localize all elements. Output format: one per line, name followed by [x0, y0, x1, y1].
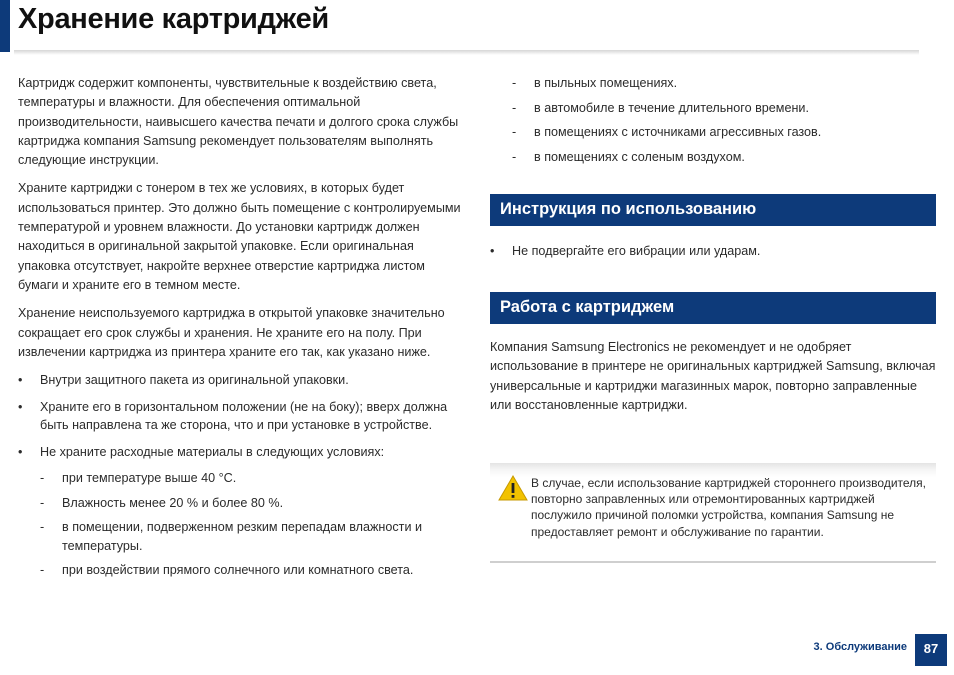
sub-list-item-text: при воздействии прямого солнечного или комнатного света. — [62, 563, 414, 578]
bullet-marker: • — [18, 444, 23, 459]
dash-marker: - — [40, 495, 45, 510]
page-title: Хранение картриджей — [18, 3, 329, 35]
list-item — [18, 443, 464, 462]
section-heading-handling: Работа с картриджем — [490, 292, 936, 324]
list-item — [18, 371, 464, 390]
unused-cartridge-paragraph: Хранение неиспользуемого картриджа в открытой упаковке значительно сокращает его срок службы и хранения. Не храните его на полу. При извлечении картриджа из принтера храните его так, как указано ниже. — [18, 306, 445, 359]
sub-list-item — [490, 99, 936, 118]
sub-list-item-text: в помещениях с соленым воздухом. — [534, 150, 745, 165]
sub-list-item-text: в помещении, подверженном резким перепадам влажности и температуры. — [62, 520, 423, 553]
dash-marker: - — [512, 76, 517, 90]
footer-section-label: 3. Обслуживание — [813, 641, 907, 653]
sub-list-item-text: в помещениях с источниками агрессивных газов. — [534, 125, 822, 140]
list-item-text: Не подвергайте его вибрации или ударам. — [512, 243, 761, 258]
sub-list-item — [18, 494, 464, 513]
sub-list-item-text: при температуре выше 40 °C. — [62, 471, 237, 486]
note-divider — [490, 561, 936, 563]
intro-paragraph: Картридж содержит компоненты, чувствительные к воздействию света, температуры и влажности. Для обеспечения оптимальной производительности, наивысшего качества печати и долгого срока службы картриджа компания Samsung рекомендует пользователям выполнять следующие инструкции. — [18, 76, 459, 168]
sub-list-item-text: Влажность менее 20 % и более 80 %. — [62, 495, 284, 510]
list-item-text: Внутри защитного пакета из оригинальной упаковки. — [40, 373, 349, 388]
storage-paragraph: Храните картриджи с тонером в тех же условиях, в которых будет использоваться принтер. Это должно быть помещение с контролируемыми температурой и уровнем влажности. До установки картридж должен находиться в оригинальной закрытой упаковке. Если оригинальная упаковка отсутствует, накройте верхнее отверстие картриджа листом бумаги и храните его в темном месте. — [18, 181, 461, 292]
bullet-marker: • — [490, 243, 495, 258]
right-column — [490, 74, 936, 424]
bullet-marker: • — [18, 399, 23, 414]
bullet-marker: • — [18, 373, 23, 388]
title-accent-bar — [0, 0, 10, 52]
warning-note-text: В случае, если использование картриджей стороннего производителя, повторно заправленных или отремонтированных картриджей послужило причиной поломки устройства, компания Samsung не предоставляет ремонт и обслуживание по гарантии. — [531, 476, 926, 539]
list-item-text: Храните его в горизонтальном положении (не на боку); вверх должна быть направлена та же сторона, что и при установке в устройстве. — [40, 399, 448, 433]
warning-icon — [498, 475, 528, 501]
sub-list-item — [490, 123, 936, 142]
dash-marker: - — [40, 520, 45, 535]
sub-list-item — [18, 561, 464, 580]
sub-list-item — [490, 74, 936, 93]
sub-list-item — [18, 518, 464, 555]
section-heading-usage: Инструкция по использованию — [490, 194, 936, 226]
sub-list-item — [490, 148, 936, 167]
dash-marker: - — [512, 125, 517, 140]
dash-marker: - — [40, 563, 45, 578]
dash-marker: - — [512, 100, 517, 115]
list-item-text: Не храните расходные материалы в следующих условиях: — [40, 444, 385, 459]
sub-list-item-text: в автомобиле в течение длительного времени. — [534, 100, 809, 115]
handling-paragraph: Компания Samsung Electronics не рекомендует и не одобряет использование в принтере не оригинальных картриджей Samsung, включая универсальные и картриджи магазинных марок, повторно заправленные или восстановленные картриджи. — [490, 340, 936, 412]
warning-note — [490, 463, 936, 563]
page-number: 87 — [915, 634, 947, 666]
sub-list-item — [18, 469, 464, 488]
dash-marker: - — [40, 471, 45, 486]
list-item — [18, 398, 464, 435]
left-column — [18, 74, 464, 586]
dash-marker: - — [512, 150, 517, 165]
title-divider — [14, 50, 919, 55]
sub-list-item-text: в пыльных помещениях. — [534, 76, 678, 90]
list-item — [490, 242, 936, 261]
